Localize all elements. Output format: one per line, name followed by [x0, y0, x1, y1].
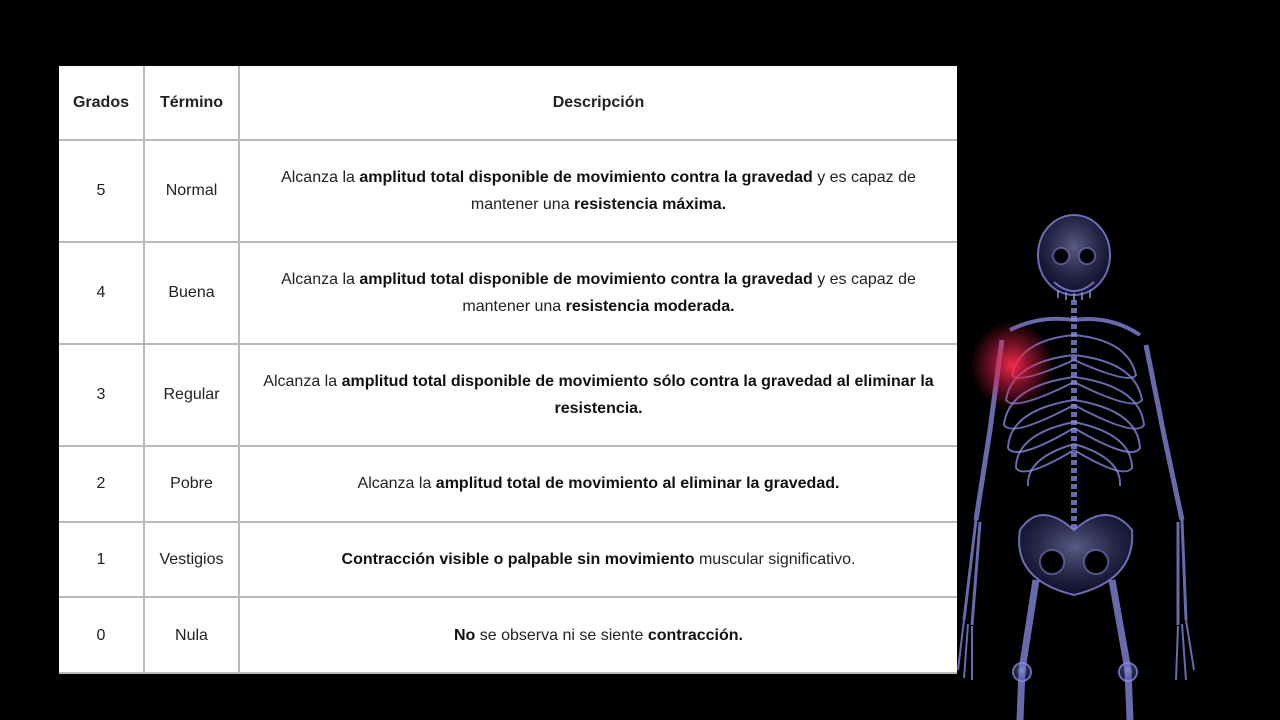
description-bold-text: amplitud total disponible de movimiento contra la gravedad	[359, 270, 813, 288]
description-text: Alcanza la	[357, 475, 436, 493]
description-cell	[239, 344, 957, 446]
description-bold-text: amplitud total de movimiento al eliminar la gravedad.	[435, 475, 840, 493]
grade-cell: 1	[59, 522, 144, 598]
table-row	[59, 522, 957, 598]
term-cell: Nula	[144, 597, 239, 673]
description-text: Alcanza la	[281, 270, 360, 288]
description-text: se observa ni se siente	[475, 626, 648, 644]
description-cell	[239, 597, 957, 673]
term-cell: Normal	[144, 140, 239, 242]
description-bold-text: resistencia moderada.	[565, 297, 735, 315]
header-descripcion: Descripción	[239, 66, 957, 140]
grade-cell: 5	[59, 140, 144, 242]
description-cell	[239, 446, 957, 522]
table-row	[59, 597, 957, 673]
grade-cell: 2	[59, 446, 144, 522]
skeleton-illustration	[950, 200, 1230, 720]
description-bold-text: Contracción visible o palpable sin movimiento	[341, 550, 695, 568]
term-cell: Pobre	[144, 446, 239, 522]
table-header-row	[59, 66, 957, 140]
grade-cell: 4	[59, 242, 144, 344]
term-cell: Vestigios	[144, 522, 239, 598]
table-row	[59, 140, 957, 242]
description-bold-text: amplitud total disponible de movimiento sólo contra la gravedad al eliminar la resistencia.	[341, 372, 934, 417]
description-text: muscular significativo.	[694, 550, 856, 568]
description-bold-text: resistencia máxima.	[574, 195, 727, 213]
header-termino: Término	[144, 66, 239, 140]
table-row	[59, 344, 957, 446]
description-text: y es capaz de mantener una	[470, 168, 916, 213]
header-grados: Grados	[59, 66, 144, 140]
description-text: Alcanza la	[281, 168, 360, 186]
table-row	[59, 242, 957, 344]
description-bold-text: No	[453, 626, 476, 644]
grade-cell: 0	[59, 597, 144, 673]
table-row	[59, 446, 957, 522]
grade-cell: 3	[59, 344, 144, 446]
description-bold-text: contracción.	[647, 626, 743, 644]
description-cell	[239, 140, 957, 242]
muscle-grading-table-card	[59, 66, 957, 674]
description-text: y es capaz de mantener una	[462, 270, 916, 315]
muscle-grading-table	[59, 66, 957, 674]
description-bold-text: amplitud total disponible de movimiento contra la gravedad	[359, 168, 813, 186]
term-cell: Buena	[144, 242, 239, 344]
description-cell	[239, 522, 957, 598]
description-cell	[239, 242, 957, 344]
description-text: Alcanza la	[263, 372, 342, 390]
term-cell: Regular	[144, 344, 239, 446]
